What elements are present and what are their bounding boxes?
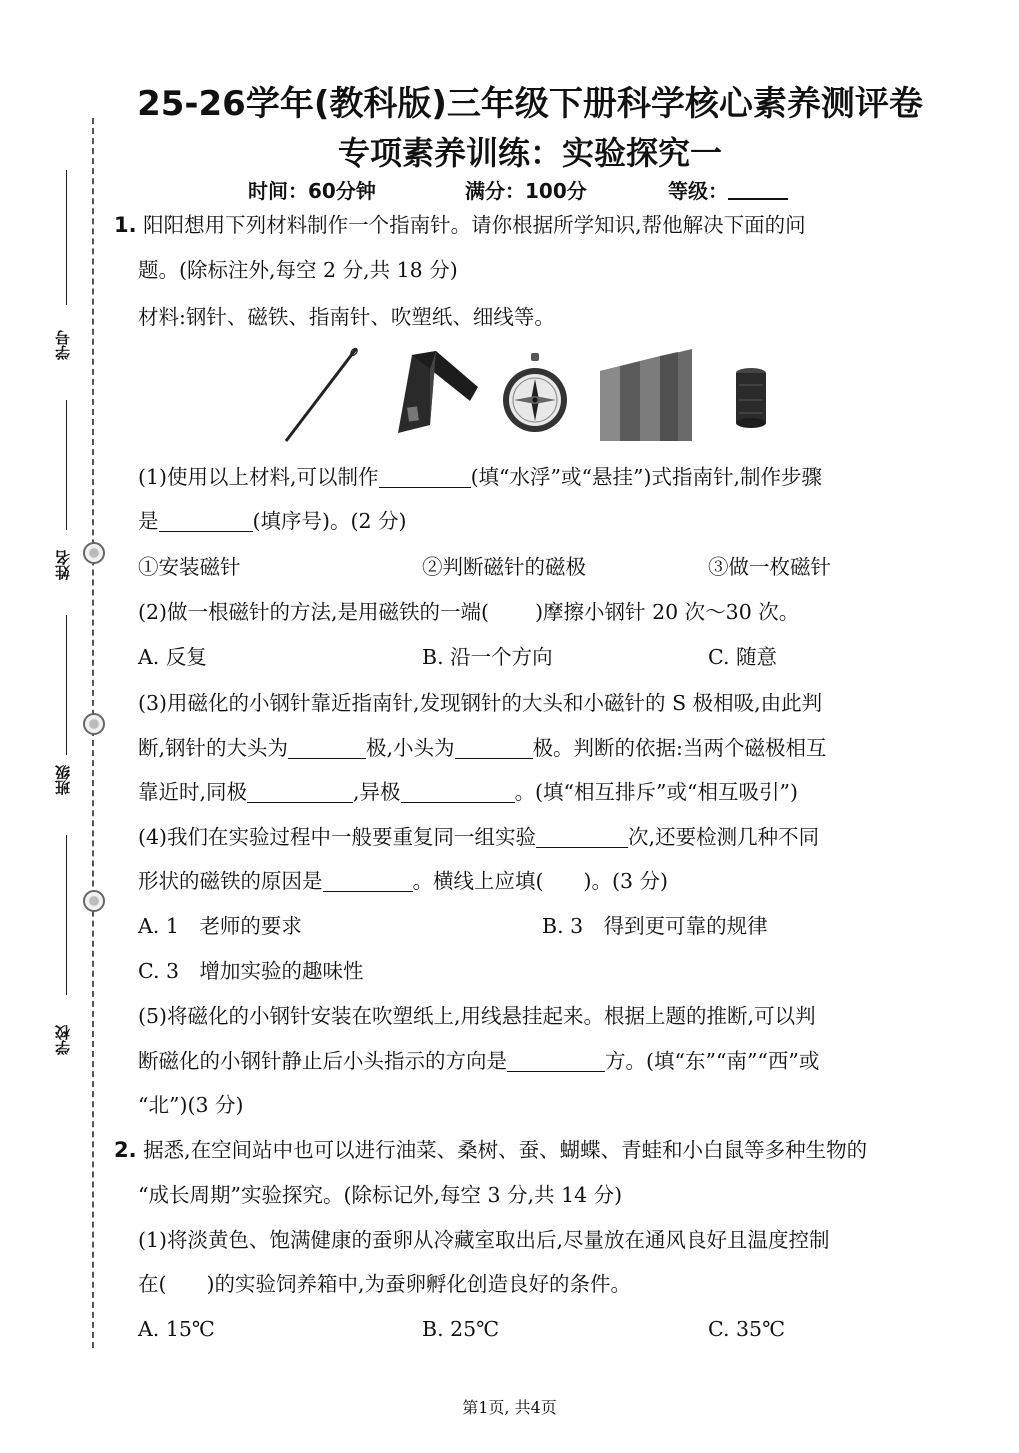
q2-stem-text: 据悉,在空间站中也可以进行油菜、桑树、蚕、蝴蝶、青蛙和小白鼠等多种生物的 [143, 1138, 868, 1162]
student-id-label: 学号 [54, 330, 72, 360]
foam-board-image [596, 345, 696, 445]
q1-part2-option-a[interactable]: A. 反复 [138, 645, 207, 669]
q1-part1-step2: ②判断磁针的磁极 [422, 555, 586, 579]
q2-part1-text-b: )的实验饲养箱中,为蚕卵孵化创造良好的条件。 [206, 1272, 632, 1296]
q1-part1-text-d: (填序号)。(2 分) [252, 509, 407, 533]
q1-part3-text-e: ,异极 [353, 780, 401, 804]
q1-part4-option-b[interactable]: B. 3 得到更可靠的规律 [542, 914, 768, 938]
q1-part4-text-d: 。横线上应填( [412, 869, 544, 893]
q1-part1-step1: ①安装磁针 [138, 555, 241, 579]
q1-part1-step3: ③做一枚磁针 [708, 555, 831, 579]
q1-part3-blank4[interactable] [401, 780, 515, 803]
q1-part3-text-b: 极,小头为 [366, 736, 455, 760]
q1-part2-answer-paren[interactable] [489, 601, 535, 623]
q2-stem-line2: “成长周期”实验探究。(除标记外,每空 3 分,共 14 分) [138, 1183, 623, 1207]
exam-title: 25-26学年(教科版)三年级下册科学核心素养测评卷 [137, 84, 923, 124]
q1-part4-blank1[interactable] [536, 825, 628, 848]
q1-part2-option-b[interactable]: B. 沿一个方向 [422, 645, 553, 669]
q1-part3-blank1[interactable] [288, 736, 366, 759]
q1-part4-text-a: (4)我们在实验过程中一般要重复同一组实验 [138, 825, 537, 849]
q1-stem-line2: 题。(除标注外,每空 2 分,共 18 分) [138, 258, 458, 282]
q1-number: 1. [114, 213, 137, 237]
exam-score: 满分：100分 [465, 179, 587, 203]
q1-part2-line [138, 597, 799, 627]
q1-stem-line1 [114, 210, 806, 240]
binding-hole [83, 713, 105, 735]
q1-part1-blank1[interactable] [379, 465, 471, 488]
q1-part3-blank3[interactable] [247, 780, 353, 803]
q1-part1-line2 [138, 506, 407, 536]
class-label: 班级 [54, 765, 72, 795]
q1-part4-text-e: )。(3 分) [583, 869, 669, 893]
q1-part4-text-c: 形状的磁铁的原因是 [138, 869, 323, 893]
q1-part3-text-f: 。(填“相互排斥”或“相互吸引”) [514, 780, 798, 804]
thread-spool-image [726, 345, 776, 445]
exam-grade [668, 175, 788, 204]
exam-subtitle: 专项素养训练：实验探究一 [337, 134, 722, 172]
binding-hole [83, 542, 105, 564]
q1-part2-text-a: (2)做一根磁针的方法,是用磁铁的一端( [138, 600, 490, 624]
q1-part1-blank2[interactable] [159, 509, 253, 532]
q1-part4-answer-paren[interactable] [544, 870, 584, 892]
q2-number: 2. [114, 1138, 137, 1162]
q1-part4-option-c[interactable]: C. 3 增加实验的趣味性 [138, 959, 364, 983]
q2-part1-answer-paren[interactable] [167, 1273, 207, 1295]
binding-margin [0, 0, 110, 1453]
q2-part1-line2 [138, 1269, 631, 1299]
q1-part3-blank2[interactable] [455, 736, 533, 759]
page-number: 第1页, 共4页 [462, 1398, 557, 1417]
compass-image [500, 345, 570, 445]
q1-part4-line2 [138, 866, 668, 896]
q2-part1-option-a[interactable]: A. 15℃ [138, 1317, 215, 1341]
q1-part1-line1 [138, 462, 822, 492]
q2-part1-option-c[interactable]: C. 35℃ [708, 1317, 786, 1341]
q1-part4-blank2[interactable] [323, 869, 413, 892]
q2-part1-text-a: 在( [138, 1272, 167, 1296]
grade-label: 等级： [668, 179, 728, 203]
q2-part1-line1: (1)将淡黄色、饱满健康的蚕卵从冷藏室取出后,尽量放在通风良好且温度控制 [138, 1228, 830, 1252]
q1-part3-text-a: 断,钢针的大头为 [138, 736, 289, 760]
q1-stem-text: 阳阳想用下列材料制作一个指南针。请你根据所学知识,帮他解决下面的问 [143, 213, 806, 237]
q1-part3-text-d: 靠近时,同极 [138, 780, 248, 804]
q1-part2-text-b: )摩擦小钢针 20 次～30 次。 [535, 600, 800, 624]
q2-part1-option-b[interactable]: B. 25℃ [422, 1317, 500, 1341]
magnet-image [390, 345, 480, 445]
q1-part4-option-a[interactable]: A. 1 老师的要求 [138, 914, 302, 938]
q1-part3-line2 [138, 733, 826, 763]
q1-part4-line1 [138, 822, 819, 852]
q1-part5-line3: “北”)(3 分) [138, 1093, 244, 1117]
q2-stem-line1 [114, 1135, 867, 1165]
q1-part5-line2 [138, 1046, 819, 1076]
q1-part4-text-b: 次,还要检测几种不同 [628, 825, 820, 849]
school-label: 学校 [54, 1025, 72, 1055]
q1-part1-text-b: (填“水浮”或“悬挂”)式指南针,制作步骤 [470, 465, 822, 489]
q1-part5-text-b: 方。(填“东”“南”“西”或 [605, 1049, 820, 1073]
grade-blank[interactable] [728, 178, 788, 200]
q1-part3-line1: (3)用磁化的小钢针靠近指南针,发现钢针的大头和小磁针的 S 极相吸,由此判 [138, 691, 823, 715]
exam-time: 时间：60分钟 [248, 179, 376, 203]
q1-part3-line3 [138, 777, 798, 807]
q1-part2-option-c[interactable]: C. 随意 [708, 645, 777, 669]
q1-part1-text-a: (1)使用以上材料,可以制作 [138, 465, 379, 489]
q1-part5-line1: (5)将磁化的小钢针安装在吹塑纸上,用线悬挂起来。根据上题的推断,可以判 [138, 1004, 816, 1028]
name-label: 姓名 [54, 550, 72, 580]
q1-part5-blank[interactable] [507, 1049, 605, 1072]
steel-needle-image [280, 345, 360, 445]
binding-hole [83, 890, 105, 912]
q1-part5-text-a: 断磁化的小钢针静止后小头指示的方向是 [138, 1049, 507, 1073]
q1-part3-text-c: 极。判断的依据:当两个磁极相互 [532, 736, 827, 760]
q1-part1-text-c: 是 [138, 509, 159, 533]
q1-materials: 材料:钢针、磁铁、指南针、吹塑纸、细线等。 [138, 305, 555, 329]
